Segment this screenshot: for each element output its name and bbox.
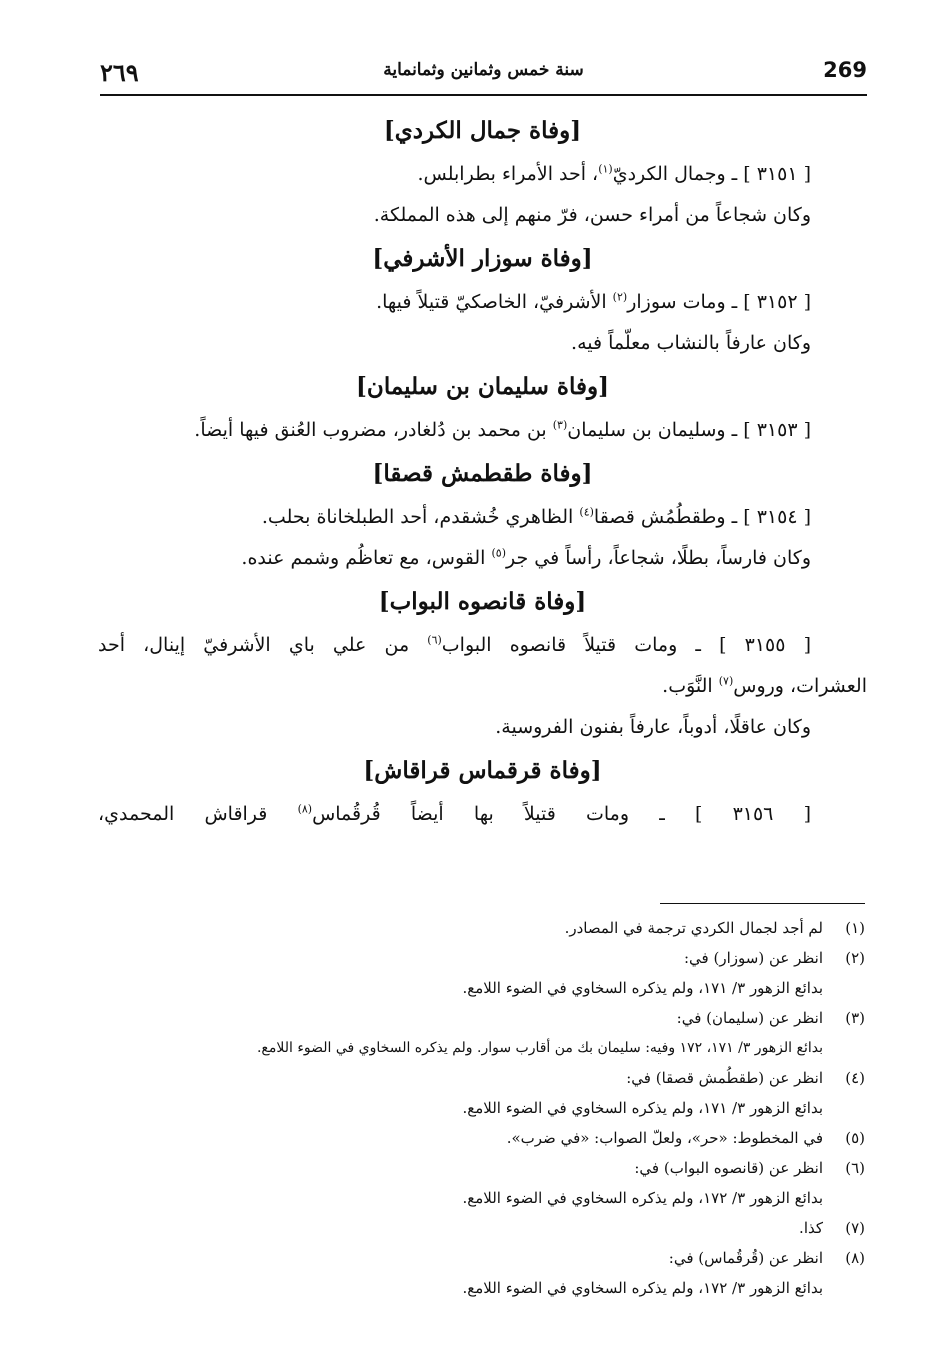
footnotes bbox=[98, 913, 865, 1303]
entry-line bbox=[98, 323, 867, 364]
footnote-text: في المخطوط: «حر»، ولعلّ الصواب: «في ضرب». bbox=[506, 1129, 823, 1147]
running-title: سنة خمس وثمانين وثمانماية bbox=[383, 60, 584, 80]
entry-text: العشرات، وروس bbox=[733, 675, 867, 697]
footnote-reference: (٤) bbox=[579, 505, 594, 519]
entry-line bbox=[98, 538, 867, 579]
section-heading: [وفاة قرقماس قراقاش] bbox=[363, 757, 602, 784]
footnote-reference: (٣) bbox=[552, 418, 568, 432]
footnote-text: انظر عن (سليمان) في: bbox=[676, 1009, 823, 1027]
footnote bbox=[98, 1123, 865, 1153]
entry-line bbox=[98, 794, 867, 835]
entry-text: وكان شجاعاً من أمراء حسن، فرّ منهم إلى هذه المملكة. bbox=[373, 204, 811, 226]
footnote-separator bbox=[660, 903, 865, 904]
entry-text: [ ٣١٥٤ ] ـ وطقطُمُش قصقا bbox=[593, 506, 811, 528]
footnote-text: انظر عن (قانصوه البواب) في: bbox=[634, 1159, 823, 1177]
entry-text: النَّوَب. bbox=[662, 675, 719, 697]
entry-text: من علي باي الأشرفيّ إينال، أحد bbox=[98, 634, 428, 656]
footnote-continuation: بدائع الزهور ٣/ ١٧٢، ولم يذكره السخاوي في الضوء اللامع. bbox=[462, 1279, 823, 1297]
footnote bbox=[98, 1243, 865, 1273]
footnote bbox=[98, 943, 865, 973]
footnote-number: (١) bbox=[845, 919, 865, 937]
entry-text: وكان فارساً، بطلًا، شجاعاً، رأساً في جر bbox=[506, 547, 811, 569]
footnote-reference: (٥) bbox=[491, 546, 507, 560]
section-heading: [وفاة سوزار الأشرفي] bbox=[372, 245, 593, 272]
footnote-text: كذا. bbox=[799, 1219, 823, 1237]
footnote-reference: (٧) bbox=[718, 674, 734, 688]
footnote-reference: (٦) bbox=[427, 633, 442, 647]
entry-text: الأشرفيّ، الخاصكيّ قتيلاً فيها. bbox=[376, 291, 613, 313]
footnote-text: انظر عن (طقطُمش قصقا) في: bbox=[626, 1069, 823, 1087]
footnote-number: (٨) bbox=[845, 1249, 865, 1267]
entry-text: وكان عارفاً بالنشاب معلّماً فيه. bbox=[571, 332, 811, 354]
footnote-text: لم أجد لجمال الكردي ترجمة في المصادر. bbox=[564, 919, 823, 937]
entry-text: قراقاش المحمدي، bbox=[98, 803, 298, 825]
entry-line bbox=[98, 625, 867, 666]
footnote bbox=[98, 1003, 865, 1033]
footnote-number: (٣) bbox=[845, 1009, 865, 1027]
footnote-continuation: بدائع الزهور ٣/ ١٧١، ولم يذكره السخاوي في الضوء اللامع. bbox=[462, 1099, 823, 1117]
footnote-text: انظر عن (قُرقُماس) في: bbox=[668, 1249, 823, 1267]
page-number-arabic: ٢٦٩ bbox=[100, 58, 139, 87]
entry-line bbox=[98, 282, 867, 323]
entry-line bbox=[98, 195, 867, 236]
entry-line bbox=[98, 154, 867, 195]
entry-text: وكان عاقلًا، أدوباً، عارفاً بفنون الفروسية. bbox=[495, 716, 811, 738]
section-heading: [وفاة سليمان بن سليمان] bbox=[356, 373, 609, 400]
footnote-number: (٥) bbox=[845, 1129, 865, 1147]
footnote-continuation: بدائع الزهور ٣/ ١٧١، ١٧٢ وفيه: سليمان بك من أقارب سوار. ولم يذكره السخاوي في الضوء اللامع. bbox=[256, 1040, 823, 1056]
entry-text: [ ٣١٥٣ ] ـ وسليمان بن سليمان bbox=[567, 419, 811, 441]
page-number-latin: 269 bbox=[823, 58, 867, 82]
entry-text: القوس، مع تعاظُم وشمم عنده. bbox=[241, 547, 492, 569]
section-heading: [وفاة قانصوه البواب] bbox=[378, 588, 587, 615]
section-heading: [وفاة طقطمش قصقا] bbox=[372, 460, 593, 487]
entry-line bbox=[98, 497, 867, 538]
footnote bbox=[98, 1063, 865, 1093]
entry-text: [ ٣١٥٢ ] ـ ومات سوزار bbox=[627, 291, 811, 313]
entry-line bbox=[98, 410, 867, 451]
footnote-number: (٢) bbox=[845, 949, 865, 967]
footnote-reference: (١) bbox=[598, 162, 613, 176]
section-heading: [وفاة جمال الكردي] bbox=[383, 117, 582, 144]
footnote-text: انظر عن (سوزار) في: bbox=[684, 949, 823, 967]
entry-text: ، أحد الأمراء بطرابلس. bbox=[417, 163, 599, 185]
footnote-reference: (٢) bbox=[612, 290, 628, 304]
footnote-continuation: بدائع الزهور ٣/ ١٧١، ولم يذكره السخاوي في الضوء اللامع. bbox=[462, 979, 823, 997]
footnote-continuation: بدائع الزهور ٣/ ١٧٢، ولم يذكره السخاوي في الضوء اللامع. bbox=[462, 1189, 823, 1207]
entry-text: الظاهري خُشقدم، أحد الطبلخاناة بحلب. bbox=[261, 506, 580, 528]
entry-text: [ ٣١٥١ ] ـ وجمال الكرديّ bbox=[612, 163, 811, 185]
footnote-number: (٤) bbox=[845, 1069, 865, 1087]
footnote-reference: (٨) bbox=[297, 802, 313, 816]
footnote-number: (٦) bbox=[845, 1159, 865, 1177]
footnote bbox=[98, 913, 865, 943]
entry-line bbox=[98, 666, 867, 707]
footnote bbox=[98, 1213, 865, 1243]
main-text bbox=[98, 108, 867, 835]
footnote bbox=[98, 1153, 865, 1183]
entry-text: بن محمد بن دُلغادر، مضروب العُنق فيها أيضاً. bbox=[194, 419, 553, 441]
entry-text: [ ٣١٥٥ ] ـ ومات قتيلاً قانصوه البواب bbox=[441, 634, 811, 656]
entry-text: [ ٣١٥٦ ] ـ ومات قتيلاً بها أيضاً قُرقُماس bbox=[312, 803, 811, 825]
entry-line bbox=[98, 707, 867, 748]
running-header bbox=[100, 54, 867, 94]
header-rule bbox=[100, 94, 867, 96]
footnote-number: (٧) bbox=[845, 1219, 865, 1237]
